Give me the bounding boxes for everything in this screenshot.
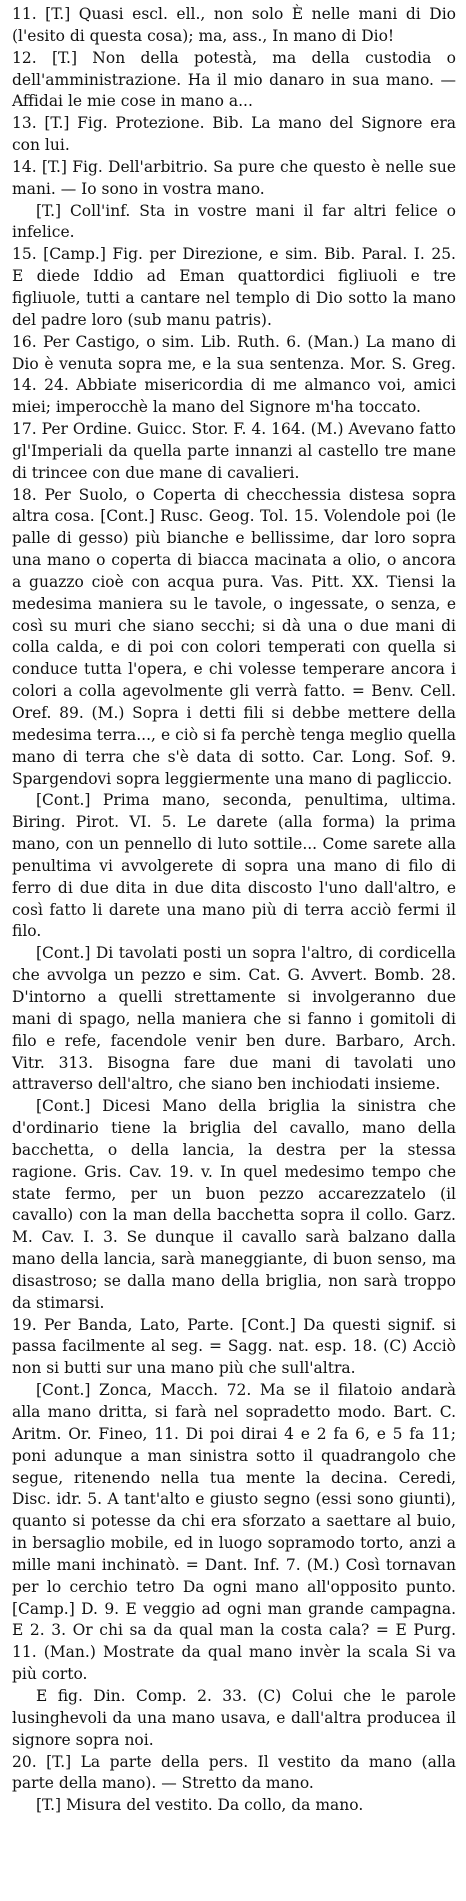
entry-18-mano-briglia [12, 1096, 456, 1314]
entry-text: 12. [T.] Non della potestà, ma della custodia o dell'amministrazione. Ha il mio danaro in sua mano. — Affidai le mie cose in mano a... [12, 48, 456, 111]
entry-17 [12, 419, 456, 485]
entry-19-fig [12, 1686, 456, 1752]
entry-19-zonca [12, 1380, 456, 1686]
entry-14-coll-inf [12, 201, 456, 245]
entry-18-prima-mano [12, 790, 456, 943]
entry-text: E fig. Din. Comp. 2. 33. (C) Colui che le parole lusinghevoli da una mano usava, e dall'altra produceа il signore sopra noi. [12, 1686, 456, 1749]
entry-text: 16. Per Castigo, o sim. Lib. Ruth. 6. (Man.) La mano di Dio è venuta sopra me, e la sua sentenza. Mor. S. Greg. 14. 24. Abbiate misericordia di me almanco voi, amici miei; imperocchè la mano del Signore m'ha toccato. [12, 332, 456, 417]
entry-text: [T.] Coll'inf. Sta in vostre mani il far altri felice o infelice. [12, 201, 456, 242]
entry-14 [12, 157, 456, 201]
entry-20-misura [12, 1795, 456, 1817]
entry-12 [12, 48, 456, 114]
entry-11 [12, 4, 456, 48]
entry-text: 18. Per Suolo, o Coperta di checchessia distesa sopra altra cosa. [Cont.] Rusc. Geog. Tol. 15. Volendole poi (le palle di gesso) più bianche e bellissime, dar loro sopra una mano o coperta di biacca macinata a olio, o ancora a guazzo cioè con acqua pura. Vas. Pitt. XX. Tiensi la medesima maniera su le tavole, o ingessate, o senza, e così su muri che siano secchi; si dà una o due mani di colla calda, e di poi con colori temperati con quella si conduce tutta l'opera, e chi volesse temperare ancora i colori a colla agevolmente gli verrà fatto. = Benv. Cell. Oref. 89. (M.) Sopra i detti fili si debbe mettere della medesima terra..., e ciò si fa perchè tenga meglio quella mano di terra che s'è data di sotto. Car. Long. Sof. 9. Spargendovi sopra leggiermente una mano di pagliccio. [12, 485, 456, 788]
entry-15 [12, 244, 456, 331]
entry-text: 14. [T.] Fig. Dell'arbitrio. Sa pure che questo è nelle sue mani. — Io sono in vostra mano. [12, 157, 456, 198]
entry-19 [12, 1315, 456, 1381]
entry-text: 19. Per Banda, Lato, Parte. [Cont.] Da questi signif. si passa facilmente al seg. = Sagg. nat. esp. 18. (C) Acciò non si butti sur una mano più che sull'altra. [12, 1315, 456, 1378]
entry-text: [Cont.] Zonca, Macch. 72. Ma se il filatoio andarà alla mano dritta, si farà nel sopradetto modo. Bart. C. Aritm. Or. Fineo, 11. Di poi dirai 4 e 2 fa 6, e 5 fa 11; poni adunque a man sinistra sotto il quadrangolo che segue, ritenendo nella tua mente la decina. Ceredi, Disc. idr. 5. A tant'alto e giusto segno (essi sono giunti), quanto si potesse da chi era sforzato a saettare al buio, in bersaglio mobile, ed in luogo sopramodo torto, anzi a mille mani inchinatò. = Dant. Inf. 7. (M.) Così tornavan per lo cerchio tetro Da ogni mano all'opposito punto. [Camp.] D. 9. E veggio ad ogni man grande campagna. E 2. 3. Or chi sa da qual man la costa cala? = E Purg. 11. (Man.) Mostrate da qual mano invèr la scala Si va più corto. [12, 1381, 456, 1684]
entry-18-tavolati [12, 943, 456, 1096]
entry-20 [12, 1752, 456, 1796]
entry-text: [T.] Misura del vestito. Da collo, da mano. [36, 1796, 364, 1815]
entry-text: 15. [Camp.] Fig. per Direzione, e sim. Bib. Paral. I. 25. E diede Iddio ad Eman quattordici figliuoli e tre figliuole, tutti a cantare nel templo di Dio sotto la mano del padre loro (sub manu patris). [12, 245, 456, 329]
entry-text: [Cont.] Di tavolati posti un sopra l'altro, di cordicella che avvolga un pezzo e sim. Cat. G. Avvert. Bomb. 28. D'intorno a quelli strettamente si involgeranno due mani di spago, nella maniera che si fanno i gomitoli di filo e refe, facendole venir ben dure. Barbaro, Arch. Vitr. 313. Bisogna fare due mani di tavolati uno attraverso dell'altro, che siano ben inchiodati insieme. [12, 944, 456, 1094]
entry-13 [12, 113, 456, 157]
entry-text: [Cont.] Dicesi Mano della briglia la sinistra che d'ordinario tiene la briglia del cavallo, mano della bacchetta, o della lancia, la destra per la stessa ragione. Gris. Cav. 19. v. In quel medesimo tempo che state fermo, per un buon pezzo accarezzatelo (il cavallo) con la man della bacchetta sopra il collo. Garz. M. Cav. I. 3. Se dunque il cavallo sarà balzano dalla mano della lancia, sarà maneggiante, di buon senso, ma disastroso; se dalla mano della briglia, non sarà troppo da stimarsi. [12, 1097, 456, 1312]
entry-text: 13. [T.] Fig. Protezione. Bib. La mano del Signore era con lui. [12, 114, 456, 155]
entry-16 [12, 332, 456, 419]
entry-text: 17. Per Ordine. Guicc. Stor. F. 4. 164. (M.) Avevano fatto gl'Imperiali da quella parte innanzi al castello tre mane di trincee con due mane di cavalieri. [12, 420, 456, 482]
entry-18 [12, 485, 456, 791]
entry-text: 20. [T.] La parte della pers. Il vestito da mano (alla parte della mano). — Stretto da mano. [12, 1752, 456, 1793]
entry-text: 11. [T.] Quasi escl. ell., non solo È nelle mani di Dio (l'esito di questa cosa); ma, ass., In mano di Dio! [12, 5, 456, 45]
entry-text: [Cont.] Prima mano, seconda, penultima, ultima. Biring. Pirot. VI. 5. Le darete (alla forma) la prima mano, con un pennello di luto sottile... Come sarete alla penultima vi avvolgerete di sopra una mano di filo di ferro di due dita in due dita discosto l'uno dall'altro, e così fatto li darete una mano più di terra acciò fermi il filo. [12, 791, 456, 941]
